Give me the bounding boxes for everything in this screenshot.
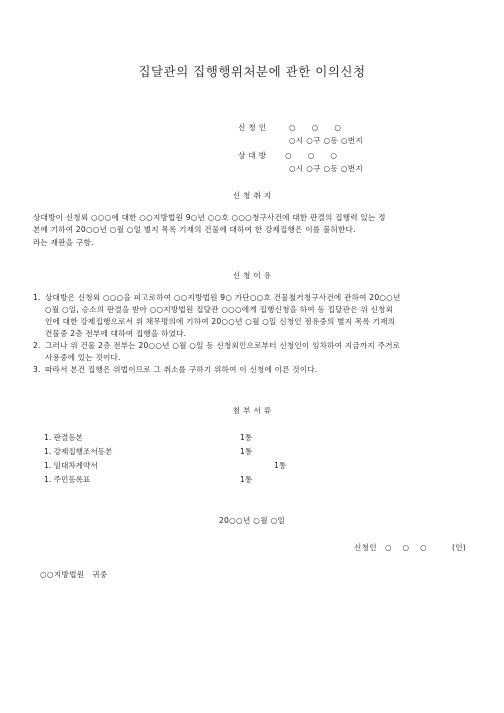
signature-label: 신청인 <box>354 543 377 552</box>
respondent-label: 상 대 방 <box>238 151 267 160</box>
reason-item <box>33 364 401 376</box>
reason-number: 2. <box>33 341 41 350</box>
attachment-label: 1. 주민등록표 <box>44 475 91 484</box>
purpose-line-2: 본에 기하여 20○○년 ○월 ○일 별지 목록 기재의 건물에 대하여 한 강제집행은 이를 불허한다. <box>33 225 356 234</box>
reason-number: 3. <box>33 365 41 374</box>
attachment-count: 1통 <box>274 461 287 470</box>
reasons-list <box>33 292 401 376</box>
attachment-label: 1. 강제집행조서등본 <box>44 447 113 456</box>
reason-line: 따라서 본건 집행은 위법이므로 그 취소를 구하기 위하여 이 신청에 이른 것이다. <box>45 365 318 374</box>
reason-line: 상대방은 신청외 ○○○을 피고로하여 ○○지방법원 9○ 가단○○호 건물철거청구사건에 관하여 20○○년 <box>45 293 401 302</box>
attachment-label: 1. 임대차계약서 <box>44 461 98 470</box>
purpose-heading: 신 청 취 지 <box>232 191 272 200</box>
applicant-name: ○ ○ ○ <box>289 123 342 132</box>
document-date: 20○○년 ○월 ○일 <box>218 516 286 525</box>
attachment-count: 1통 <box>240 447 253 456</box>
signature-name: ○ ○ ○ <box>385 543 427 552</box>
respondent-address: ○시 ○구 ○동 ○번지 <box>289 164 364 173</box>
purpose-line-3: 라는 재판을 구함. <box>33 238 94 247</box>
reason-item <box>33 292 401 304</box>
attachment-label: 1. 판결등본 <box>44 433 84 442</box>
reasons-heading: 신 청 이 유 <box>232 271 272 280</box>
reason-line: 건물중 2층 전부에 대하여 집행을 하였다. <box>45 329 187 338</box>
attachment-count: 1통 <box>240 433 253 442</box>
reason-line: 그러나 위 건물 2층 전부는 20○○년 ○월 ○일 동 신청외인으로부터 신청인이 임차하여 지금까지 주거로 <box>45 341 401 350</box>
applicant-address: ○시 ○구 ○동 ○번지 <box>289 136 364 145</box>
reason-line: ○월 ○일, 승소의 판결을 받아 ○○지방법원 집달관 ○○○에게 집행신청을 하여 동 집달관은 위 신청외 <box>45 305 394 314</box>
respondent-name: ○ ○ ○ <box>285 151 338 160</box>
reason-number: 1. <box>33 293 41 302</box>
court-addressee: ○○지방법원 귀중 <box>40 570 108 579</box>
reason-line: 사용중에 있는 것이다. <box>45 353 121 362</box>
reason-item <box>33 340 401 352</box>
purpose-line-1: 상대방이 신청외 ○○○에 대한 ○○지방법원 9○년 ○○호 ○○○청구사건에 대한 판결의 집행력 있는 정 <box>33 213 386 222</box>
attachment-count: 1통 <box>240 475 253 484</box>
attachments-heading: 첨 부 서 류 <box>232 406 272 415</box>
seal-mark: (인) <box>452 543 467 552</box>
reason-line: 인에 대한 강제집행으로서 위 채무명의에 기하여 20○○년 ○월 ○일 신청인 점유중의 별지 목록 기재의 <box>45 317 396 326</box>
document-title: 집달관의 집행행위처분에 관한 이의신청 <box>138 64 366 79</box>
applicant-label: 신 청 인 <box>238 123 267 132</box>
